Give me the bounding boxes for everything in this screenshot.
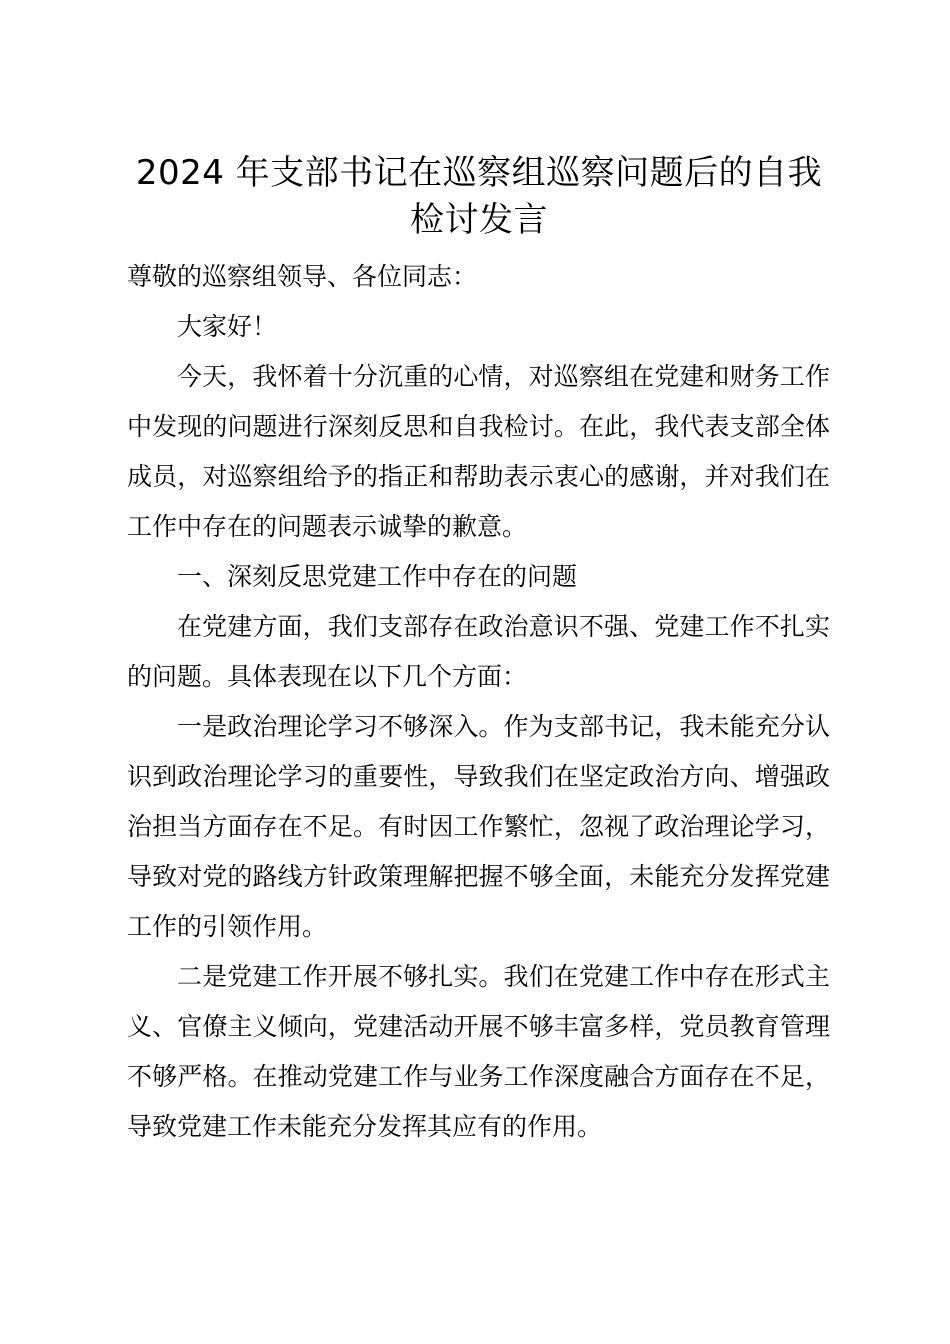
greeting-paragraph: 大家好！ <box>177 312 278 341</box>
salutation: 尊敬的巡察组领导、各位同志： <box>127 262 478 291</box>
body-paragraph: 在党建方面，我们支部存在政治意识不强、党建工作不扎实的问题。具体表现在以下几个方面： <box>127 612 830 691</box>
body-paragraph: 二是党建工作开展不够扎实。我们在党建工作中存在形式主义、官僚主义倾向，党建活动开展不够丰富多样，党员教育管理不够严格。在推动党建工作与业务工作深度融合方面存在不足，导致党建工作未能充分发挥其应有的作用。 <box>127 962 830 1141</box>
title-line-1: 2024 年支部书记在巡察组巡察问题后的自我 <box>135 153 823 193</box>
title-line-2: 检讨发言 <box>410 200 548 240</box>
document-title <box>119 150 839 244</box>
document-page <box>127 150 830 1152</box>
body-paragraph: 一是政治理论学习不够深入。作为支部书记，我未能充分认识到政治理论学习的重要性，导致我们在坚定政治方向、增强政治担当方面存在不足。有时因工作繁忙，忽视了政治理论学习，导致对党的路线方针政策理解把握不够全面，未能充分发挥党建工作的引领作用。 <box>127 712 830 941</box>
section-heading-1: 一、深刻反思党建工作中存在的问题 <box>177 562 578 591</box>
intro-paragraph: 今天，我怀着十分沉重的心情，对巡察组在党建和财务工作中发现的问题进行深刻反思和自我检讨。在此，我代表支部全体成员，对巡察组给予的指正和帮助表示衷心的感谢，并对我们在工作中存在的问题表示诚挚的歉意。 <box>127 362 830 541</box>
